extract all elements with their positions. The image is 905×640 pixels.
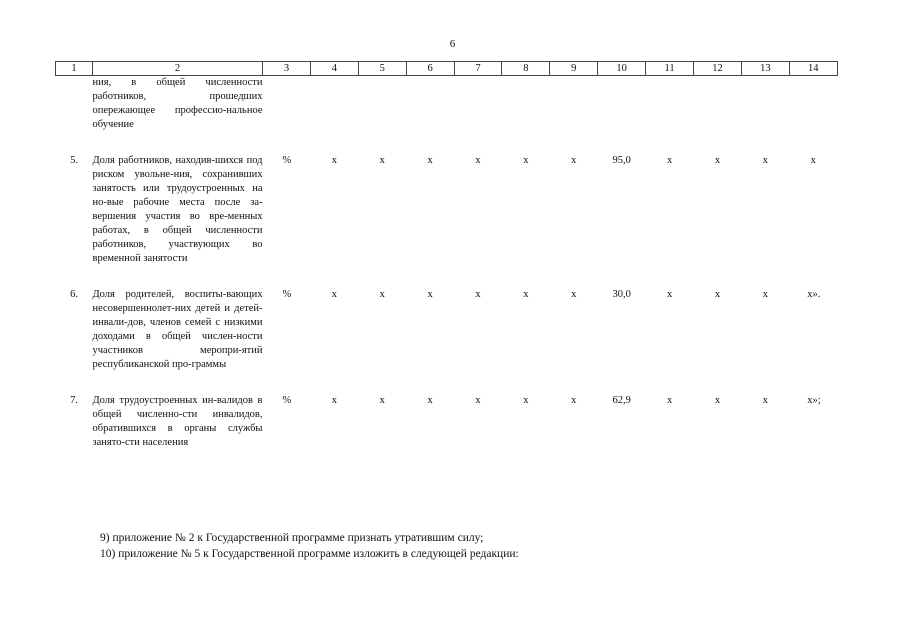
row-description: Доля работников, находив-шихся под риском увольне-ния, сохранивших занятость или трудоустроенных на но-вые рабочие места после за-вершения участия во вре-менных работах, в общей численности работников, участвующих во временной занятости [92,155,263,264]
paragraph-item-10: 10) приложение № 5 к Государственной программе изложить в следующей редакции: [100,548,519,560]
table-cell: х». [807,289,821,300]
row-number: 6. [70,289,78,300]
column-header: 8 [502,62,550,76]
column-header: 5 [358,62,406,76]
page-number: 6 [449,38,456,50]
table-row-continuation [56,76,838,133]
indicators-table [55,61,838,450]
table-cell: х [523,289,529,300]
table-cell: х [475,289,481,300]
table-cell: х [571,155,577,166]
row-unit: % [282,289,292,300]
column-header: 3 [263,62,311,76]
table-header-row [56,62,838,76]
table-cell: х [762,155,768,166]
table-cell: х [379,395,385,406]
row-unit: % [282,155,292,166]
column-header: 9 [550,62,598,76]
table-cell: х [427,289,433,300]
table-cell: х [331,155,337,166]
table-cell: х [714,395,721,406]
table-cell: х [331,395,337,406]
table-cell: 62,9 [612,395,631,406]
column-header: 14 [789,62,837,76]
table-cell: х [427,155,433,166]
table-cell: х»; [807,395,821,406]
row-unit: % [282,395,292,406]
table-cell: х [666,289,673,300]
column-header: 13 [741,62,789,76]
continuation-text: ния, в общей численности работников, прошедших опережающее профессио-нальное обучение [92,77,263,130]
table-cell: х [666,395,673,406]
row-description: Доля родителей, воспиты-вающих несовершеннолет-них детей и детей-инвали-дов, членов семей с низкими доходами в общей числен-ности участников меропри-ятий республиканской про-граммы [92,289,263,370]
column-header: 2 [93,62,263,76]
column-header: 7 [454,62,502,76]
table-cell: х [810,155,816,166]
column-header: 1 [56,62,93,76]
column-header: 12 [694,62,742,76]
table-cell: х [379,155,385,166]
row-number: 5. [70,155,78,166]
table-cell: х [666,155,673,166]
column-header: 6 [406,62,454,76]
table-cell: х [331,289,337,300]
table-cell: 95,0 [612,155,631,166]
table-row [56,154,838,266]
table-cell: 30,0 [612,289,631,300]
row-number: 7. [70,395,78,406]
table-cell: х [427,395,433,406]
table-row [56,288,838,372]
table-cell: х [475,155,481,166]
table-cell: х [523,395,529,406]
table-cell: х [523,155,529,166]
table-cell: х [762,289,768,300]
table-cell: х [762,395,768,406]
column-header: 10 [598,62,646,76]
after-table-text [0,530,905,562]
table-cell: х [571,395,577,406]
table-row [56,394,838,450]
column-header: 4 [310,62,358,76]
row-description: Доля трудоустроенных ин-валидов в общей численно-сти инвалидов, обратившихся в органы службы занято-сти населения [92,395,263,448]
paragraph-item-9: 9) приложение № 2 к Государственной программе признать утратившим силу; [100,532,484,544]
table-cell: х [571,289,577,300]
table-cell: х [475,395,481,406]
table-cell: х [714,155,721,166]
column-header: 11 [646,62,694,76]
table-cell: х [379,289,385,300]
table-cell: х [714,289,721,300]
